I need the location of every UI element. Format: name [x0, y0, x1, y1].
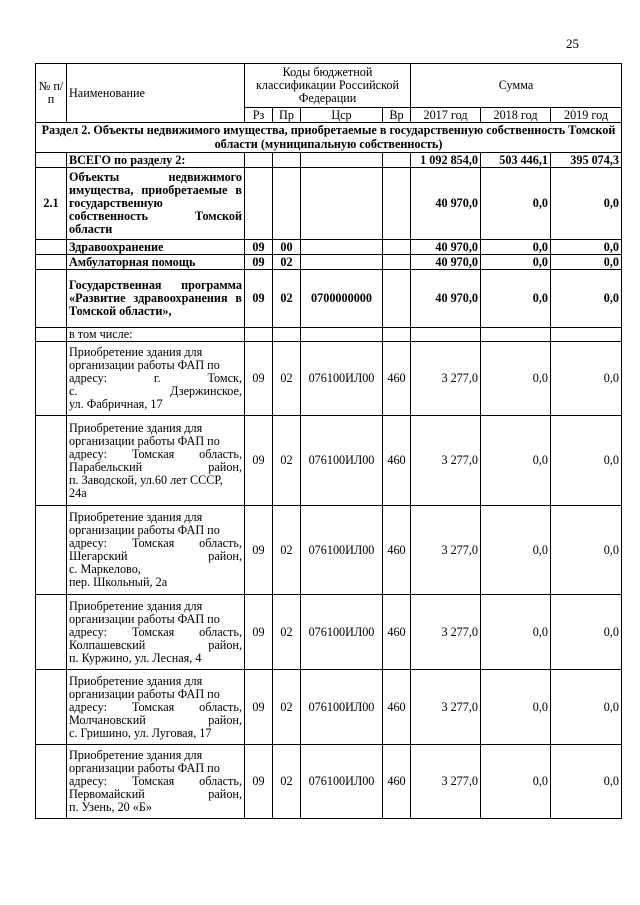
item-name: [67, 745, 245, 819]
header-2019: 2019 год: [551, 108, 622, 123]
item-name-line: ул. Фабричная, 17: [69, 397, 163, 411]
program-2019: 0,0: [551, 270, 622, 328]
row-2017: 40 970,0: [411, 168, 481, 240]
item-vr: 460: [383, 416, 411, 506]
health-pr: 00: [273, 240, 301, 255]
item-num: [36, 745, 67, 819]
item-2018: 0,0: [481, 342, 551, 416]
item-vr: 460: [383, 342, 411, 416]
item-name-line: адресу: Томская область,: [69, 446, 242, 461]
item-name-line: организации работы ФАП по: [69, 358, 220, 372]
row-num: 2.1: [36, 168, 67, 240]
total-2019: 395 074,3: [551, 153, 622, 168]
row-2018: 0,0: [481, 168, 551, 240]
ambulatory-row: [36, 255, 622, 270]
item-name-line: адресу: Томская область,: [69, 774, 242, 788]
table-row: [36, 595, 622, 670]
item-vr: 460: [383, 506, 411, 595]
item-name-line: с. Гришино, ул. Луговая, 17: [69, 725, 212, 740]
item-2017: 3 277,0: [411, 506, 481, 595]
item-name-line: адресу: Томская область,: [69, 699, 242, 714]
item-vr: 460: [383, 595, 411, 670]
table-row: [36, 745, 622, 819]
header-2018: 2018 год: [481, 108, 551, 123]
item-name-line: Первомайский район,: [69, 787, 242, 801]
header-rz: Рз: [245, 108, 273, 123]
item-name-line: Приобретение здания для: [69, 598, 203, 613]
item-rz: 09: [245, 595, 273, 670]
total-row: [36, 153, 622, 168]
item-2017: 3 277,0: [411, 342, 481, 416]
item-csr: 076100ИЛ00: [301, 416, 383, 506]
ambulatory-2019: 0,0: [551, 255, 622, 270]
header-num: № п/п: [36, 64, 67, 123]
header-codes: Коды бюджетной классификации Российской Федерации: [245, 64, 411, 108]
ambulatory-pr: 02: [273, 255, 301, 270]
including-row: [36, 328, 622, 342]
item-vr: 460: [383, 670, 411, 745]
health-row: [36, 240, 622, 255]
item-name-line: организации работы ФАП по: [69, 611, 220, 626]
item-name-line: Приобретение здания для: [69, 510, 203, 524]
table-row: [36, 506, 622, 595]
item-name-line: Приобретение здания для: [69, 345, 203, 359]
item-pr: 02: [273, 416, 301, 506]
item-name-line: организации работы ФАП по: [69, 433, 220, 448]
item-name-line: п. Заводской, ул.60 лет СССР,: [69, 472, 223, 487]
item-vr: 460: [383, 745, 411, 819]
item-2019: 0,0: [551, 670, 622, 745]
item-2018: 0,0: [481, 670, 551, 745]
health-label: Здравоохранение: [67, 240, 245, 255]
item-csr: 076100ИЛ00: [301, 670, 383, 745]
total-label: ВСЕГО по разделу 2:: [67, 153, 245, 168]
item-csr: 076100ИЛ00: [301, 745, 383, 819]
item-name-line: адресу: г. Томск,: [69, 371, 242, 385]
item-2018: 0,0: [481, 416, 551, 506]
table-row: [36, 416, 622, 506]
item-pr: 02: [273, 745, 301, 819]
item-csr: 076100ИЛ00: [301, 595, 383, 670]
item-rz: 09: [245, 416, 273, 506]
item-num: [36, 342, 67, 416]
health-2019: 0,0: [551, 240, 622, 255]
item-num: [36, 670, 67, 745]
section-title: Раздел 2. Объекты недвижимого имущества, приобретаемые в государственную собственность Томской области (муниципальную собственность): [36, 123, 622, 153]
item-2019: 0,0: [551, 506, 622, 595]
header-name: Наименование: [67, 64, 245, 123]
program-row: [36, 270, 622, 328]
item-name-line: Приобретение здания для: [69, 748, 203, 762]
item-name-line: Приобретение здания для: [69, 420, 203, 435]
item-name-line: с. Маркелово,: [69, 562, 141, 576]
header-vr: Вр: [383, 108, 411, 123]
row-name: Объекты недвижимого имущества, приобретаемые в государственную собственность Томской области: [67, 168, 245, 240]
ambulatory-label: Амбулаторная помощь: [67, 255, 245, 270]
item-csr: 076100ИЛ00: [301, 506, 383, 595]
row-2019: 0,0: [551, 168, 622, 240]
item-rz: 09: [245, 670, 273, 745]
program-2018: 0,0: [481, 270, 551, 328]
item-2018: 0,0: [481, 595, 551, 670]
item-name: [67, 506, 245, 595]
item-rz: 09: [245, 745, 273, 819]
item-name-line: организации работы ФАП по: [69, 523, 220, 537]
item-2018: 0,0: [481, 506, 551, 595]
item-name-line: Молчановский район,: [69, 712, 242, 727]
item-name-line: организации работы ФАП по: [69, 761, 220, 775]
item-pr: 02: [273, 342, 301, 416]
item-num: [36, 416, 67, 506]
item-name-line: Шегарский район,: [69, 549, 242, 563]
item-2019: 0,0: [551, 595, 622, 670]
item-2017: 3 277,0: [411, 595, 481, 670]
item-name-line: адресу: Томская область,: [69, 624, 242, 639]
health-2017: 40 970,0: [411, 240, 481, 255]
item-csr: 076100ИЛ00: [301, 342, 383, 416]
health-2018: 0,0: [481, 240, 551, 255]
item-name-line: Парабельский район,: [69, 459, 242, 474]
item-name: [67, 670, 245, 745]
item-2019: 0,0: [551, 416, 622, 506]
program-label: Государственная программа «Развитие здравоохранения в Томской области»,: [67, 270, 245, 328]
page-number: 25: [566, 36, 579, 51]
item-name-line: 24а: [69, 485, 87, 500]
health-rz: 09: [245, 240, 273, 255]
total-2017: 1 092 854,0: [411, 153, 481, 168]
item-2019: 0,0: [551, 745, 622, 819]
item-2017: 3 277,0: [411, 670, 481, 745]
item-2018: 0,0: [481, 745, 551, 819]
item-2017: 3 277,0: [411, 416, 481, 506]
program-2017: 40 970,0: [411, 270, 481, 328]
ambulatory-2018: 0,0: [481, 255, 551, 270]
item-name-line: адресу: Томская область,: [69, 536, 242, 550]
table-row: [36, 342, 622, 416]
item-name-line: Приобретение здания для: [69, 673, 203, 688]
item-num: [36, 595, 67, 670]
total-2018: 503 446,1: [481, 153, 551, 168]
item-rz: 09: [245, 342, 273, 416]
item-name-line: пер. Школьный, 2а: [69, 575, 168, 589]
header-2017: 2017 год: [411, 108, 481, 123]
item-pr: 02: [273, 506, 301, 595]
item-2019: 0,0: [551, 342, 622, 416]
program-rz: 09: [245, 270, 273, 328]
item-name-line: с. Дзержинское,: [69, 384, 242, 398]
table-row: [36, 670, 622, 745]
item-num: [36, 506, 67, 595]
item-name-line: п. Узень, 20 «Б»: [69, 800, 152, 814]
budget-table: [35, 63, 622, 819]
item-name-line: организации работы ФАП по: [69, 686, 220, 701]
header-csr: Цср: [301, 108, 383, 123]
item-rz: 09: [245, 506, 273, 595]
program-csr: 0700000000: [301, 270, 383, 328]
ambulatory-2017: 40 970,0: [411, 255, 481, 270]
row-2-1: [36, 168, 622, 240]
item-pr: 02: [273, 595, 301, 670]
item-name-line: Колпашевский район,: [69, 637, 242, 652]
item-name-line: п. Куржино, ул. Лесная, 4: [69, 650, 202, 665]
item-2017: 3 277,0: [411, 745, 481, 819]
header-sum: Сумма: [411, 64, 622, 108]
program-pr: 02: [273, 270, 301, 328]
ambulatory-rz: 09: [245, 255, 273, 270]
item-pr: 02: [273, 670, 301, 745]
including-label: в том числе:: [67, 328, 245, 342]
item-name: [67, 342, 245, 416]
item-name: [67, 416, 245, 506]
header-pr: Пр: [273, 108, 301, 123]
item-name: [67, 595, 245, 670]
